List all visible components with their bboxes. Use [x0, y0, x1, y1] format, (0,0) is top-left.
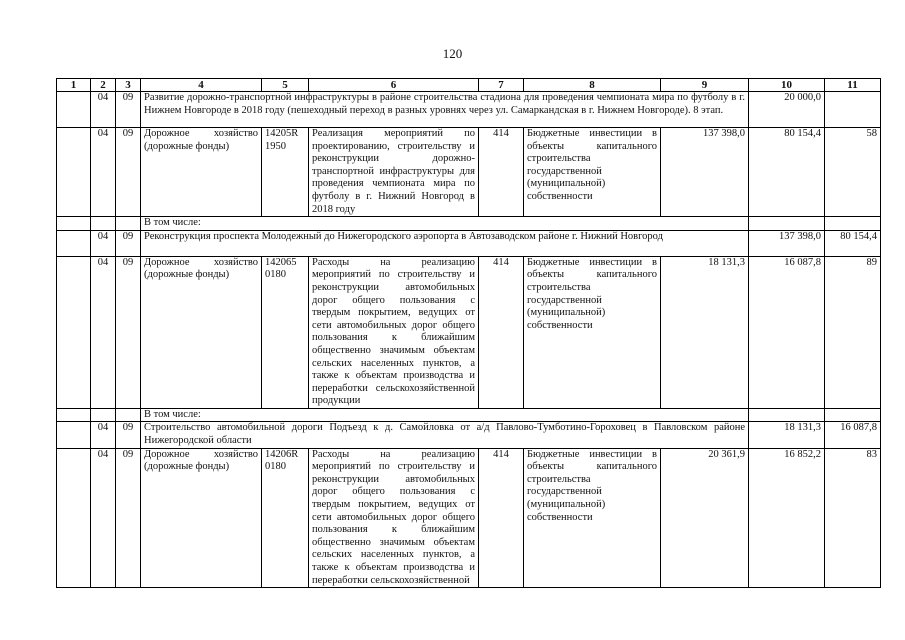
- cell-empty: [57, 422, 91, 448]
- planned-amount: 20 361,9: [661, 448, 749, 588]
- section-name: Дорожное хозяйство (дорожные фонды): [141, 448, 262, 588]
- cell-empty: [116, 217, 141, 231]
- cell-empty: [825, 217, 881, 231]
- subsection-code: 09: [116, 128, 141, 217]
- executed-amount: [825, 92, 881, 128]
- detail-row: [57, 256, 881, 408]
- header-cell: 11: [825, 79, 881, 92]
- cell-empty: [749, 217, 825, 231]
- planned-amount: 18 131,3: [661, 256, 749, 408]
- section-name: Дорожное хозяйство (дорожные фонды): [141, 256, 262, 408]
- object-description: Реконструкция проспекта Молодежный до Нижегородского аэропорта в Автозаводском районе г. Нижний Новгород: [141, 230, 749, 256]
- cell-empty: [57, 92, 91, 128]
- expense-description: Расходы на реализацию мероприятий по строительству и реконструкции автомобильных дорог общего пользования с твердым покрытием, ведущих от сети автомобильных дорог общего пользования к ближайшим общественно значимым объектам сельских населенных пунктов, а также к объектам производства и переработки сельскохозяйственной: [309, 448, 479, 588]
- subsection-code: 09: [116, 256, 141, 408]
- expense-type-name: Бюджетные инвестиции в объекты капитального строительства государственной (муниципальной) собственности: [524, 256, 661, 408]
- header-cell: 2: [91, 79, 116, 92]
- planned-amount: 137 398,0: [749, 230, 825, 256]
- planned-amount: 137 398,0: [661, 128, 749, 217]
- cell-empty: [57, 256, 91, 408]
- section-code: 04: [91, 256, 116, 408]
- expense-type-code: 414: [479, 256, 524, 408]
- planned-amount: 18 131,3: [749, 422, 825, 448]
- cell-empty: [91, 217, 116, 231]
- section-code: 04: [91, 128, 116, 217]
- expense-type-name: Бюджетные инвестиции в объекты капитального строительства государственной (муниципальной) собственности: [524, 128, 661, 217]
- subheading-row: [57, 408, 881, 422]
- section-row: [57, 92, 881, 128]
- cell-empty: [57, 230, 91, 256]
- executed-amount: 80 154,4: [825, 230, 881, 256]
- expense-type-code: 414: [479, 448, 524, 588]
- header-cell: 6: [309, 79, 479, 92]
- header-cell: 9: [661, 79, 749, 92]
- section-name: Дорожное хозяйство (дорожные фонды): [141, 128, 262, 217]
- expense-description: Реализация мероприятий по проектированию, строительству и реконструкции дорожно-транспортной инфраструктуры для проведения чемпионата мира по футболу в г. Нижний Новгород в 2018 году: [309, 128, 479, 217]
- header-cell: 3: [116, 79, 141, 92]
- executed-amount: 16 087,8: [749, 256, 825, 408]
- page-number: 120: [442, 46, 463, 61]
- cell-empty: [116, 408, 141, 422]
- header-cell: 1: [57, 79, 91, 92]
- target-article: 14205R 1950: [262, 128, 309, 217]
- execution-percent: 83: [825, 448, 881, 588]
- executed-amount: 16 087,8: [825, 422, 881, 448]
- cell-empty: [91, 408, 116, 422]
- budget-table: [56, 78, 881, 588]
- subsection-code: 09: [116, 92, 141, 128]
- cell-empty: [57, 408, 91, 422]
- executed-amount: 16 852,2: [749, 448, 825, 588]
- subheading-text: В том числе:: [141, 408, 749, 422]
- section-code: 04: [91, 448, 116, 588]
- header-cell: 5: [262, 79, 309, 92]
- target-article: 142065 0180: [262, 256, 309, 408]
- subsection-code: 09: [116, 230, 141, 256]
- subsection-code: 09: [116, 422, 141, 448]
- section-code: 04: [91, 422, 116, 448]
- expense-type-name: Бюджетные инвестиции в объекты капитального строительства государственной (муниципальной) собственности: [524, 448, 661, 588]
- section-row: [57, 422, 881, 448]
- object-description: Развитие дорожно-транспортной инфраструктуры в районе строительства стадиона для проведения чемпионата мира по футболу в г. Нижнем Новгороде в 2018 году (пешеходный переход в разных уровнях через ул. Самаркандская в г. Нижнем Новгороде). 8 этап.: [141, 92, 749, 128]
- section-code: 04: [91, 92, 116, 128]
- cell-empty: [749, 408, 825, 422]
- expense-description: Расходы на реализацию мероприятий по строительству и реконструкции автомобильных дорог общего пользования с твердым покрытием, ведущих от сети автомобильных дорог общего пользования к ближайшим общественно значимым объектам сельских населенных пунктов, а также к объектам производства и переработки сельскохозяйственной продукции: [309, 256, 479, 408]
- cell-empty: [57, 448, 91, 588]
- planned-amount: 20 000,0: [749, 92, 825, 128]
- subheading-text: В том числе:: [141, 217, 749, 231]
- header-cell: 7: [479, 79, 524, 92]
- header-row: [57, 79, 881, 92]
- detail-row: [57, 448, 881, 588]
- object-description: Строительство автомобильной дороги Подъезд к д. Самойловка от а/д Павлово-Тумботино-Гороховец в Павловском районе Нижегородской области: [141, 422, 749, 448]
- subheading-row: [57, 217, 881, 231]
- cell-empty: [57, 217, 91, 231]
- header-cell: 8: [524, 79, 661, 92]
- header-cell: 4: [141, 79, 262, 92]
- subsection-code: 09: [116, 448, 141, 588]
- execution-percent: 58: [825, 128, 881, 217]
- detail-row: [57, 128, 881, 217]
- header-cell: 10: [749, 79, 825, 92]
- expense-type-code: 414: [479, 128, 524, 217]
- section-code: 04: [91, 230, 116, 256]
- section-row: [57, 230, 881, 256]
- target-article: 14206R 0180: [262, 448, 309, 588]
- cell-empty: [825, 408, 881, 422]
- executed-amount: 80 154,4: [749, 128, 825, 217]
- execution-percent: 89: [825, 256, 881, 408]
- cell-empty: [57, 128, 91, 217]
